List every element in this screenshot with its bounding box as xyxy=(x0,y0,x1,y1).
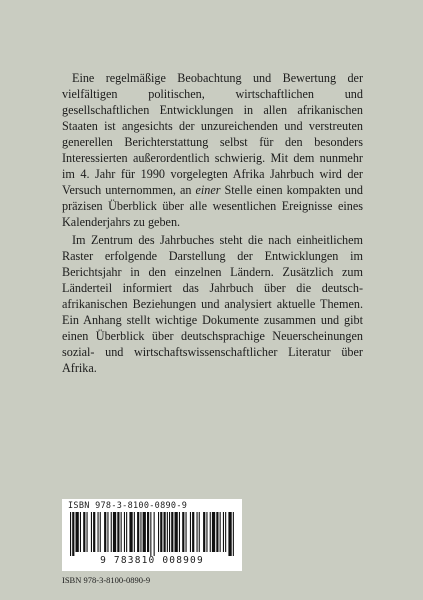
barcode-bar xyxy=(100,512,101,552)
barcode-bar xyxy=(126,512,127,552)
barcode-bar xyxy=(186,512,187,552)
barcode-isbn-text: ISBN 978-3-8100-0890-9 xyxy=(68,501,188,511)
barcode-bar xyxy=(199,512,200,552)
isbn-line: ISBN 978-3-8100-0890-9 xyxy=(62,575,151,585)
barcode-bar xyxy=(228,512,231,556)
barcode-bar xyxy=(121,512,122,552)
barcode-bar xyxy=(206,512,207,552)
barcode-bar xyxy=(147,512,149,552)
barcode-bar xyxy=(83,512,85,552)
barcode-bar xyxy=(70,512,71,556)
barcode-bar xyxy=(216,512,218,552)
barcode-bar xyxy=(225,512,226,552)
barcode-bar xyxy=(203,512,205,552)
emphasized-word: einer xyxy=(195,183,221,197)
barcode-bar xyxy=(197,512,198,552)
barcode-bar xyxy=(158,512,159,552)
barcode-bar xyxy=(212,512,215,552)
barcode-bar xyxy=(192,512,194,552)
barcode-bar xyxy=(111,512,112,552)
barcode-bar xyxy=(160,512,162,552)
barcode-bar xyxy=(134,512,135,552)
description-paragraph-1 xyxy=(62,70,363,230)
barcode-bar xyxy=(91,512,92,552)
barcode-bar xyxy=(104,512,106,552)
barcode-bar xyxy=(167,512,168,552)
barcode-bar xyxy=(80,512,81,552)
barcode-bar xyxy=(143,512,146,552)
barcode-digits: 9 783810 008909 xyxy=(100,555,204,566)
barcode-bar xyxy=(98,512,99,552)
barcode-bar xyxy=(72,512,74,556)
barcode-label xyxy=(62,499,242,571)
barcode-bar xyxy=(233,512,234,556)
barcode-bar xyxy=(175,512,178,552)
barcode-bar xyxy=(137,512,139,552)
barcode-bar xyxy=(220,512,221,552)
barcode-bar xyxy=(179,512,180,552)
barcode-bar xyxy=(140,512,141,552)
barcode-bar xyxy=(93,512,95,552)
barcode-bar xyxy=(171,512,173,552)
back-cover-text xyxy=(62,70,363,376)
paragraph-1-text-a: Eine regelmäßige Beobachtung und Bewertung der vielfältigen politischen, wirtschaftlichen und gesellschaftlichen Entwicklungen in allen afrikanischen Staaten ist angesichts der unzureichenden und verstreuten generellen Berichterstattung selbst für den besonders Interessierten außerordentlich schwierig. Mit dem nunmehr im 4. Jahr für 1990 vorgelegten Afrika Jahrbuch wird der Versuch unternommen, an xyxy=(62,71,363,197)
barcode-bar xyxy=(150,512,151,556)
paragraph-1-text-b: Stelle einen kompakten und präzisen Überblick über alle wesentlichen Ereignisse eines Kalenderjahrs zu geben. xyxy=(62,183,364,229)
description-paragraph-2: Im Zentrum des Jahrbuches steht die nach einheitlichem Raster erfolgende Darstellung der Entwicklungen im Berichtsjahr in den einzelnen Ländern. Zusätzlich zum Länderteil informiert das Jahrbuch über die deutsch-afrikanischen Beziehungen und analysiert aktuelle Themen. Ein Anhang stellt wichtige Dokumente zusammen und gibt einen Überblick über deutschsprachige Neuerscheinungen sozial- und wirtschaftswissenschaftlicher Literatur über Afrika. xyxy=(62,233,363,375)
barcode-bar xyxy=(169,512,170,552)
barcode-bar xyxy=(210,512,211,552)
barcode-bar xyxy=(117,512,119,552)
barcode-bar xyxy=(223,512,224,552)
barcode-bar xyxy=(190,512,191,552)
barcode-bar xyxy=(154,512,155,556)
barcode-bar xyxy=(76,512,79,552)
barcode-graphic xyxy=(68,512,236,556)
barcode-bar xyxy=(87,512,88,552)
barcode-bar xyxy=(113,512,116,552)
barcode-bar xyxy=(124,512,125,552)
barcode-bar xyxy=(164,512,166,552)
barcode-bar xyxy=(129,512,132,552)
barcode-bar xyxy=(182,512,184,552)
barcode-bar xyxy=(107,512,108,552)
barcode-bars xyxy=(68,512,236,556)
